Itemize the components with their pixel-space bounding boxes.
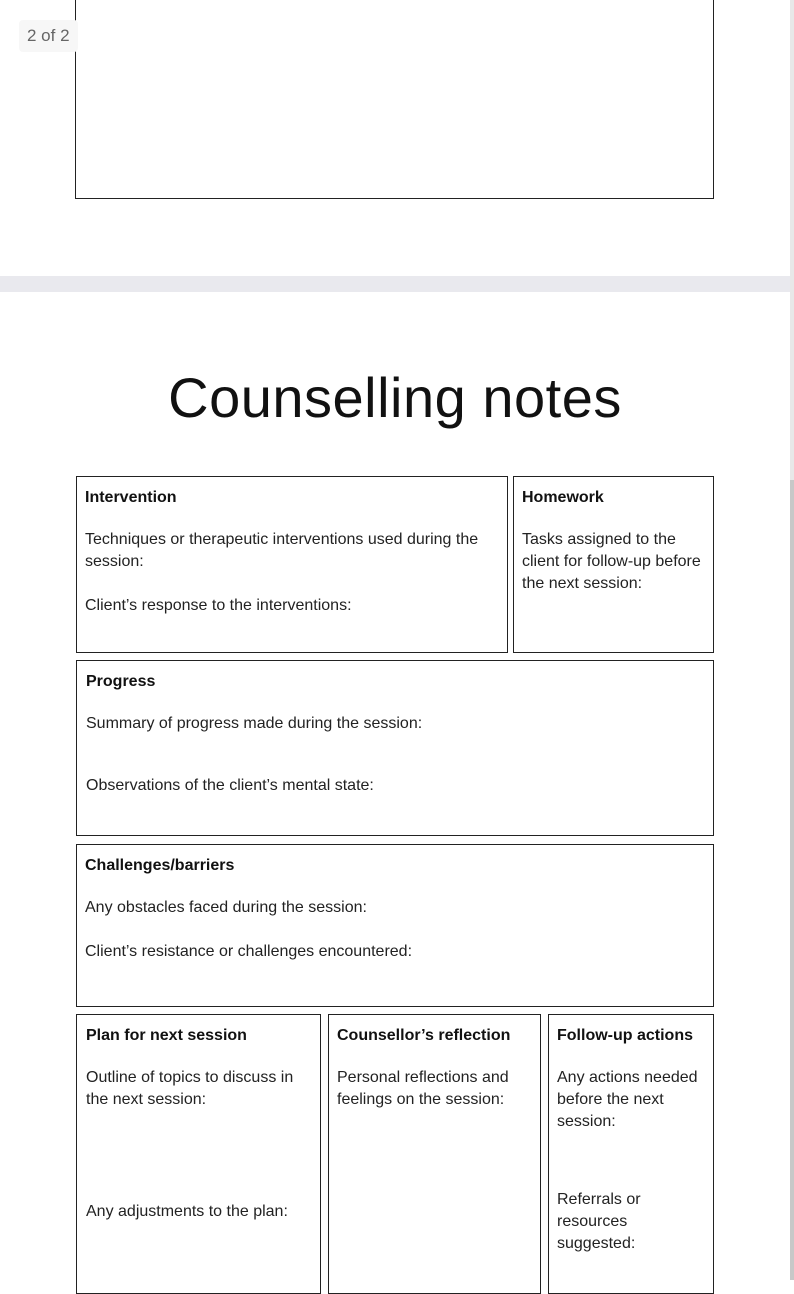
homework-section (513, 476, 714, 653)
followup-referrals-prompt: Referrals or resources suggested: (557, 1191, 641, 1252)
intervention-techniques-prompt: Techniques or therapeutic interventions used during the session: (85, 531, 479, 570)
page1-notes-box (75, 0, 714, 199)
progress-heading: Progress (86, 673, 156, 690)
plan-adjustments-prompt: Any adjustments to the plan: (86, 1203, 288, 1220)
followup-heading: Follow-up actions (557, 1027, 693, 1044)
followup-section (548, 1014, 714, 1294)
challenges-heading: Challenges/barriers (85, 857, 235, 874)
page-counter: 2 of 2 (19, 20, 78, 52)
followup-actions-prompt: Any actions needed before the next session: (557, 1069, 698, 1130)
page-title: Counselling notes (168, 366, 622, 429)
reflection-section (328, 1014, 541, 1294)
progress-section (76, 660, 714, 836)
reflection-prompt: Personal reflections and feelings on the session: (337, 1069, 509, 1108)
challenges-obstacles-prompt: Any obstacles faced during the session: (85, 899, 367, 916)
plan-topics-prompt: Outline of topics to discuss in the next session: (86, 1069, 294, 1108)
plan-heading: Plan for next session (86, 1027, 247, 1044)
challenges-section (76, 844, 714, 1007)
progress-summary-prompt: Summary of progress made during the session: (86, 715, 423, 732)
page-divider (0, 276, 794, 292)
challenges-resistance-prompt: Client’s resistance or challenges encountered: (85, 943, 413, 960)
plan-section (76, 1014, 321, 1294)
progress-observations-prompt: Observations of the client’s mental state: (86, 777, 374, 794)
intervention-section (76, 476, 508, 653)
intervention-response-prompt: Client’s response to the interventions: (85, 597, 352, 614)
scrollbar-thumb[interactable] (790, 480, 794, 1280)
intervention-heading: Intervention (85, 489, 177, 506)
reflection-heading: Counsellor’s reflection (337, 1027, 511, 1044)
homework-heading: Homework (522, 489, 604, 506)
page-1 (0, 0, 790, 276)
homework-tasks-prompt: Tasks assigned to the client for follow-up before the next session: (522, 531, 701, 592)
